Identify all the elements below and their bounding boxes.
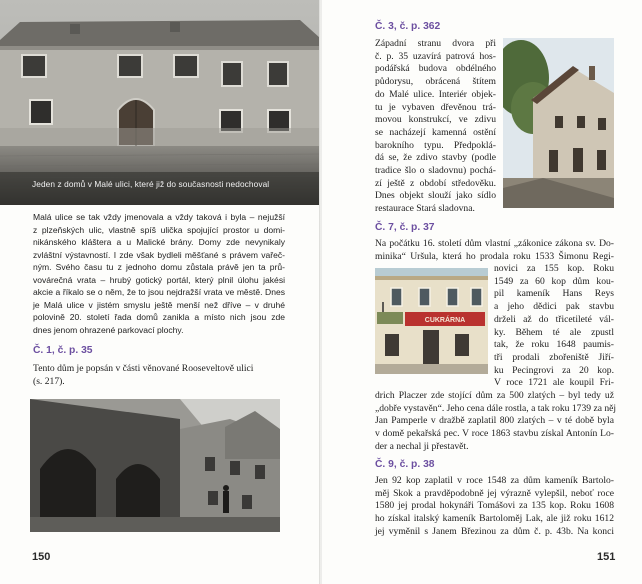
shop-sign-text: CUKRÁRNA xyxy=(424,317,466,324)
intro-line: vovárečná vrata – hrubý gotický portál, který plnil úlohu jakési xyxy=(33,274,285,285)
section-heading-c3: Č. 3, č. p. 362 xyxy=(375,21,441,32)
section-heading-c7: Č. 7, č. p. 37 xyxy=(375,222,435,233)
text-line: a jeho dědici pak stavbu xyxy=(494,301,614,313)
left-page xyxy=(0,0,320,584)
section-heading-c1: Č. 1, č. p. 35 xyxy=(33,345,93,356)
text-line: ho získal italský kameník Bartoloměj Lak, ale již roku 1612 xyxy=(375,513,614,525)
intro-line: je Malá ulice v jistém smyslu ještě menší než dříve – v druhé xyxy=(33,299,285,310)
text-line: „dobře vystavěn“. Jeho cena dále rostla, a tak roku 1739 za něj xyxy=(375,402,617,414)
restaurant-building-photo xyxy=(503,38,614,208)
text-line: movou konstrukcí, ve zdivu xyxy=(375,114,496,126)
text-line: drich Placzer zde stojící dům za 500 zlatých – byl tedy už xyxy=(375,390,614,401)
section-text-c1 xyxy=(33,363,293,388)
section-text-c9 xyxy=(375,475,614,539)
page-number-right: 151 xyxy=(597,551,616,563)
text-line: novici za 155 kop. Roku xyxy=(494,263,614,274)
text-line: tradice šlo o sladovnu) pochá- xyxy=(375,165,496,177)
section-text-c7-bottom xyxy=(375,390,617,454)
text-line: podářská budova obdélného xyxy=(375,63,496,75)
intro-line: Malá ulice se tak vždy jmenovala a vždy taková i byla – nejužší xyxy=(33,212,285,222)
intro-line: z plzeňských ulic, vlastně spíš ulička spojující prostor u domi- xyxy=(33,224,285,235)
historic-house-photo xyxy=(0,0,320,205)
text-line: v domě pekařská pec. V roce 1863 stavbu získal Antonín Lo- xyxy=(375,428,614,440)
text-line: barokního typu. Předpoklá- xyxy=(375,139,496,151)
text-line: Dnes objekt slouží jako sídlo xyxy=(375,190,496,202)
text-line: měj Skok a pravděpodobně jej výrazně vylepšil, neboť roce xyxy=(375,487,614,499)
text-line: Jan Pamperle v dražbě zaplatil 800 zlatých – v té době byla xyxy=(375,415,614,427)
photo-caption: Jeden z domů v Malé ulici, které již do současnosti nedochoval xyxy=(32,179,270,189)
text-line: dá se, že zdivo stavby (podle xyxy=(375,152,496,164)
text-line: tři prodali zbořeniště Jiří- xyxy=(494,351,614,363)
text-line: tak, že roku 1648 paumis- xyxy=(494,339,614,351)
text-line: (s. 217). xyxy=(33,375,65,387)
text-line: drželi až do třicetileté vál- xyxy=(494,313,614,325)
intro-line: ným. Svého času tu z jednoho domu zůstala právě jen ta prů- xyxy=(33,262,285,272)
text-line: ku Pecingrovi za 20 kop. xyxy=(494,364,614,376)
intro-line: zvláštní výstavností. I zde však bydleli měšťané s právem vařeč- xyxy=(33,249,285,260)
text-line: Západní stranu dvora při xyxy=(375,38,496,49)
text-line: půdorysu, obrácená štítem xyxy=(375,76,496,88)
section-heading-c9: Č. 9, č. p. 38 xyxy=(375,459,435,470)
page-number-left: 150 xyxy=(32,551,51,563)
text-line: 1580 jej prodal hokynáři Tomášovi za 135 kop. Roku 1608 xyxy=(375,500,614,512)
text-line: pil kameník Hans Reys xyxy=(494,288,614,300)
intro-line: nikánského kláštera a u Malické brány. Domy zde nevynikaly xyxy=(33,237,285,247)
text-line: ky. Během té ale zpustl xyxy=(494,326,614,338)
text-line: jej vyměnil s Janem Březinou za dům č. p. 43b. Na konci xyxy=(375,525,614,537)
text-line: tu je vybaven dřevěnou trá- xyxy=(375,101,496,113)
text-line: Tento dům je popsán v části věnované Rooseveltově ulici xyxy=(33,363,254,374)
text-line: Jen 92 kop zaplatil v roce 1548 za dům kameník Bartolo- xyxy=(375,475,614,486)
intro-paragraph xyxy=(33,211,285,336)
pastry-shop-photo xyxy=(375,268,488,374)
text-line: se nacházejí kamenná ostění xyxy=(375,126,496,138)
small-street-photo xyxy=(30,399,280,532)
text-line: restaurace Stará sladovna. xyxy=(375,203,475,215)
text-line: der a nechal ji přestavět. xyxy=(375,440,469,452)
section-text-c7-top xyxy=(375,238,614,263)
section-text-c3 xyxy=(375,38,496,216)
text-line: V roce 1721 ale koupil Fri- xyxy=(494,377,614,389)
right-page xyxy=(322,0,642,584)
text-line: do Malé ulice. Interiér objek- xyxy=(375,88,496,100)
text-line: zí ještě z období středověku. xyxy=(375,177,496,189)
text-line: č. p. 35 uzavírá patrová hos- xyxy=(375,50,496,62)
text-line: 1549 za 60 kop dům kou- xyxy=(494,275,614,287)
section-text-c7-right xyxy=(494,263,614,390)
intro-line: polovině 20. století řada domů zanikla a místo nich jsou zde xyxy=(33,312,285,322)
text-line: minika“ Uršula, která ho prodala roku 1533 Šimonu Regi- xyxy=(375,250,614,262)
intro-line: dnes jenom ohrazené parkovací plochy. xyxy=(33,324,184,335)
text-line: Na počátku 16. století dům vlastní „zákonice zákona sv. Do- xyxy=(375,238,614,249)
intro-line: akcie a říkalo se o něm, že to jsou nejdražší vrata ve městě. Dnes xyxy=(33,287,285,297)
